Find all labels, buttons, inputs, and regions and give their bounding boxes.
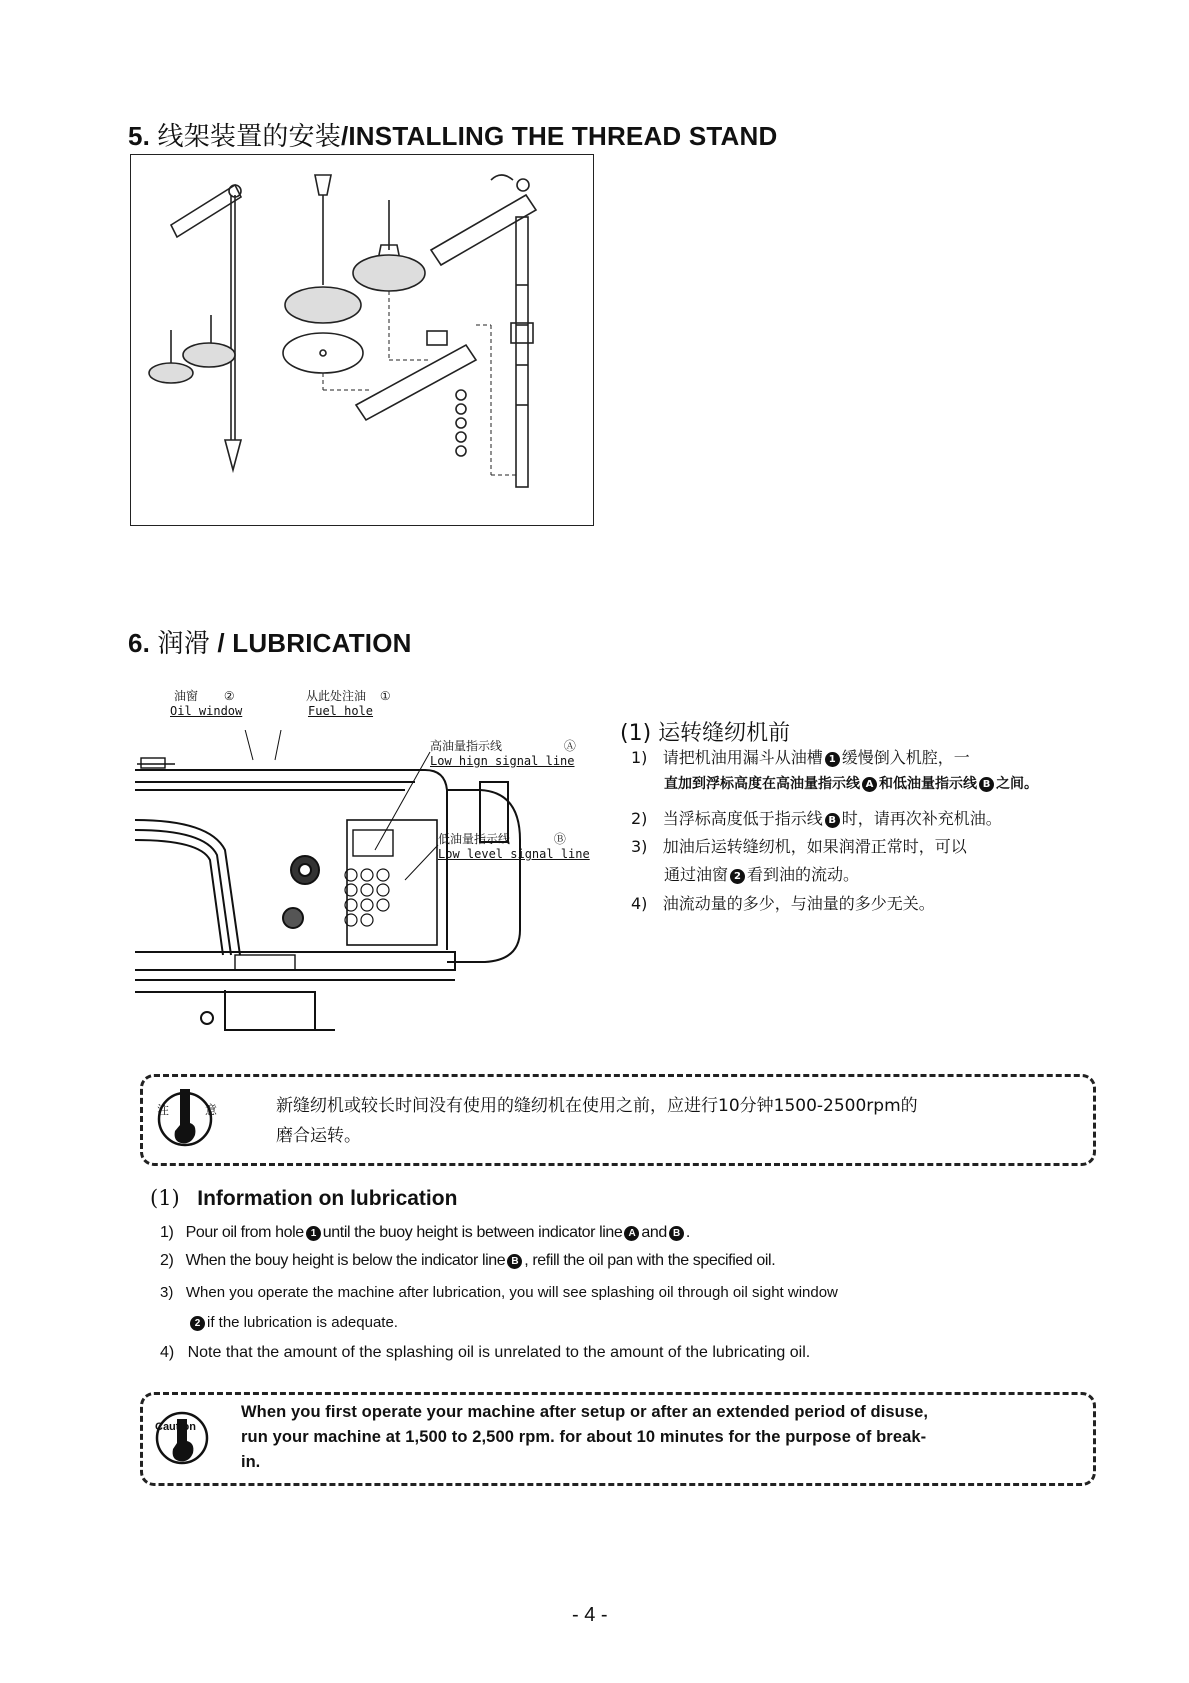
label-fuel-hole-en: Fuel hole	[308, 704, 374, 718]
label-high-signal-en: Low hign signal line	[430, 754, 575, 768]
label-high-signal-cn: 高油量指示线 Ⓐ	[430, 739, 576, 753]
caution-icon-label: Caution	[155, 1421, 196, 1433]
section5-number: 5.	[128, 121, 151, 151]
en-caution-line1: When you first operate your machine after setup or after an extended period of disuse,	[241, 1403, 929, 1421]
en-item-1: 1) Pour oil from hole 1 until the buoy height is between indicator line A and B .	[160, 1224, 690, 1241]
section6-title	[128, 623, 412, 660]
cn-caution-line2: 磨合运转。	[276, 1126, 361, 1146]
section5-title-sep: /	[340, 121, 349, 151]
section5-title	[128, 116, 777, 153]
cn-item-4: 4) 油流动量的多少，与油量的多少无关。	[631, 894, 935, 913]
sewing-machine-figure	[135, 730, 605, 1050]
cn-instructions-heading: (1) 运转缝纫机前	[620, 721, 791, 746]
label-oil-window-en: Oil window	[170, 704, 243, 718]
section5-title-en: INSTALLING THE THREAD STAND	[348, 121, 778, 151]
cn-item-1-line2: 直加到浮标高度在高油量指示线 A 和低油量指示线 B 之间。	[664, 776, 1038, 792]
section6-title-en: LUBRICATION	[232, 628, 412, 658]
thread-stand-figure	[130, 154, 594, 526]
en-item-3-line2: 2 if the lubrication is adequate.	[188, 1314, 398, 1331]
section5-title-cn: 线架装置的安装	[157, 122, 341, 152]
en-caution-line2: run your machine at 1,500 to 2,500 rpm. for about 10 minutes for the purpose of break-	[241, 1428, 927, 1446]
section6-title-sep: /	[217, 628, 225, 658]
cn-caution-line1: 新缝纫机或较长时间没有使用的缝纫机在使用之前，应进行10分钟1500-2500rpm的	[276, 1096, 918, 1116]
section6-title-cn: 润滑	[157, 629, 210, 659]
cn-item-1-line1: 1) 请把机油用漏斗从油槽 1 缓慢倒入机腔，一	[631, 748, 970, 767]
cn-item-3-line1: 3) 加油后运转缝纫机，如果润滑正常时，可以	[631, 837, 967, 856]
mark-1: 1	[825, 752, 840, 767]
label-oil-window-cn: 油窗 ②	[174, 689, 235, 703]
cn-item-3-line2: 通过油窗 2 看到油的流动。	[664, 865, 860, 884]
en-item-4: 4) Note that the amount of the splashing oil is unrelated to the amount of the lubricating oil.	[160, 1344, 811, 1361]
en-caution-line3: in.	[241, 1453, 261, 1471]
en-info-heading: (1) Information on lubrication	[150, 1186, 458, 1210]
page-number: - 4 -	[572, 1604, 608, 1626]
label-low-signal-en: Low level signal line	[438, 847, 590, 861]
caution-icon	[151, 1405, 213, 1467]
cn-item-2: 2) 当浮标高度低于指示线 B 时，请再次补充机油。	[631, 809, 1002, 828]
en-item-3-line1: 3) When you operate the machine after lubrication, you will see splashing oil through oil sight window	[160, 1284, 838, 1301]
caution-cn-left: 注	[157, 1103, 170, 1117]
sewing-machine-diagram	[135, 730, 605, 1050]
thread-stand-diagram	[131, 155, 593, 525]
label-fuel-hole-cn: 从此处注油 ①	[306, 689, 391, 703]
cn-caution-box	[140, 1074, 1096, 1166]
en-item-2: 2) When the bouy height is below the indicator line B , refill the oil pan with the specified oil.	[160, 1252, 776, 1269]
section6-number: 6.	[128, 628, 151, 658]
caution-cn-right: 意	[205, 1103, 218, 1117]
en-caution-box	[140, 1392, 1096, 1486]
label-low-signal-cn: 低油量指示线 Ⓑ	[438, 832, 566, 846]
